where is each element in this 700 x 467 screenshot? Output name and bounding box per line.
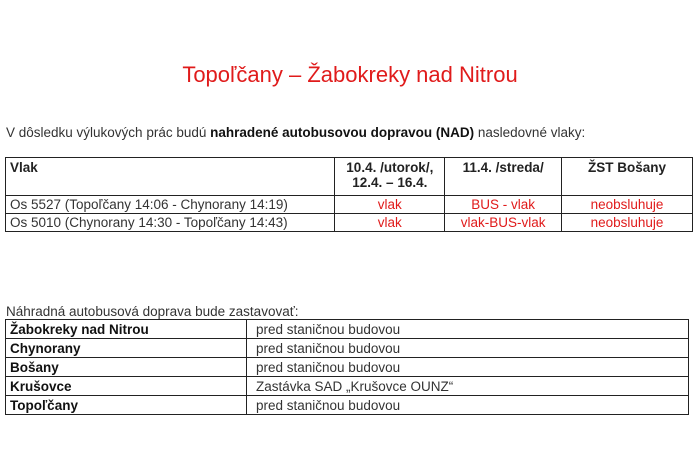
train-name: Os 5527 (Topoľčany 14:06 - Chynorany 14:19)	[6, 196, 335, 214]
train-mode-1: vlak	[335, 214, 445, 232]
train-name: Os 5010 (Chynorany 14:30 - Topoľčany 14:43)	[6, 214, 335, 232]
stop-location: pred staničnou budovou	[247, 320, 689, 339]
stop-name: Chynorany	[6, 339, 247, 358]
train-mode-2: BUS - vlak	[445, 196, 562, 214]
intro-text	[6, 125, 696, 140]
table-row	[6, 320, 689, 339]
stop-name: Topoľčany	[6, 396, 247, 415]
page-title: Topoľčany – Žabokreky nad Nitrou	[182, 62, 518, 87]
table-row	[6, 214, 693, 232]
header-zst-bosany: ŽST Bošany	[562, 158, 693, 196]
table-header-row	[6, 158, 693, 196]
stop-location: pred staničnou budovou	[247, 358, 689, 377]
train-bosany-status: neobsluhuje	[562, 196, 693, 214]
header-date-2: 11.4. /streda/	[445, 158, 562, 196]
trains-table	[5, 157, 693, 232]
train-mode-1: vlak	[335, 196, 445, 214]
header-date-1: 10.4. /utorok/, 12.4. – 16.4.	[335, 158, 445, 196]
stops-table	[5, 319, 689, 415]
stop-name: Bošany	[6, 358, 247, 377]
table-row	[6, 377, 689, 396]
stop-location: Zastávka SAD „Krušovce OUNZ“	[247, 377, 689, 396]
train-bosany-status: neobsluhuje	[562, 214, 693, 232]
stop-name: Krušovce	[6, 377, 247, 396]
stops-subtitle: Náhradná autobusová doprava bude zastavovať:	[6, 304, 299, 319]
train-mode-2: vlak-BUS-vlak	[445, 214, 562, 232]
intro-text-before: V dôsledku výlukových prác budú	[6, 125, 211, 140]
table-row	[6, 196, 693, 214]
table-row	[6, 358, 689, 377]
header-vlak: Vlak	[6, 158, 335, 196]
stop-name: Žabokreky nad Nitrou	[6, 320, 247, 339]
stop-location: pred staničnou budovou	[247, 396, 689, 415]
intro-text-after: nasledovné vlaky:	[474, 125, 586, 140]
table-row	[6, 396, 689, 415]
intro-text-bold: nahradené autobusovou dopravou (NAD)	[210, 125, 475, 140]
stop-location: pred staničnou budovou	[247, 339, 689, 358]
table-row	[6, 339, 689, 358]
